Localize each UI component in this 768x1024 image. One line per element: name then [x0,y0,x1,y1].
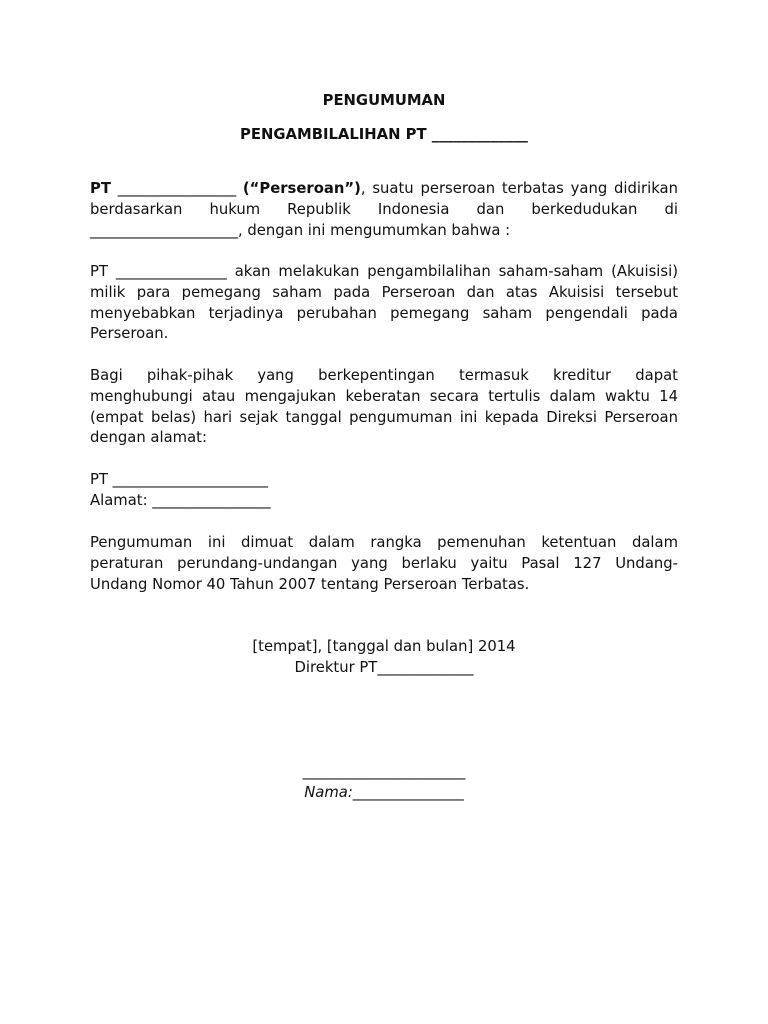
acquisition-line-1: PT _______________ akan melakukan pengambilalihan saham-saham (Akuisisi) [90,263,678,280]
place-date: [tempat], [tanggal dan bulan] 2014 [252,638,516,655]
document-title: PENGUMUMAN [322,92,446,109]
intro-line-3: ____________________, dengan ini mengumumkan bahwa : [90,221,511,239]
acquisition-line-2: milik para pemegang saham pada Perseroan dan atas Akuisisi tersebut [90,283,678,301]
objection-line-2: menghubungi atau mengajukan keberatan secara tertulis dalam waktu 14 [90,387,678,405]
legal-basis-line-3: Undang Nomor 40 Tahun 2007 tentang Perseroan Terbatas. [90,575,530,593]
objection-line-4: dengan alamat: [90,429,207,447]
legal-basis-paragraph [90,533,678,595]
legal-basis-line-1: Pengumuman ini dimuat dalam rangka pemenuhan ketentuan dalam [90,534,678,551]
company-prefix: PT [90,180,111,197]
objection-paragraph [90,366,678,449]
signature-block [0,762,768,804]
intro-line-2: berdasarkan hukum Republik Indonesia dan berkedudukan di [90,200,678,218]
intro-line-1 [90,179,678,200]
contact-block [90,470,678,512]
contact-address: Alamat: ________________ [90,491,271,509]
company-name-blank: ________________ [117,180,237,197]
intro-paragraph [90,179,678,241]
director-title: Direktur PT_____________ [294,658,474,676]
acquisition-line-3: menyebabkan terjadinya perubahan pemegang saham pengendali pada [90,304,678,322]
contact-company: PT _____________________ [90,471,269,488]
signatory-name: Nama:_______________ [304,783,464,801]
acquisition-line-4: Perseroan. [90,325,169,343]
closing-block [0,637,768,679]
acquisition-paragraph [90,262,678,345]
defined-term: (“Perseroan”) [242,180,361,197]
intro-line-1-text: , suatu perseroan terbatas yang didirikan [360,180,678,197]
document-subtitle: PENGAMBILALIHAN PT _____________ [240,126,528,143]
objection-line-1: Bagi pihak-pihak yang berkepentingan termasuk kreditur dapat [90,367,678,384]
legal-basis-line-2: peraturan perundang-undangan yang berlaku yaitu Pasal 127 Undang- [90,554,678,572]
signature-line: ______________________ [302,763,466,780]
objection-line-3: (empat belas) hari sejak tanggal pengumuman ini kepada Direksi Perseroan [90,408,678,426]
